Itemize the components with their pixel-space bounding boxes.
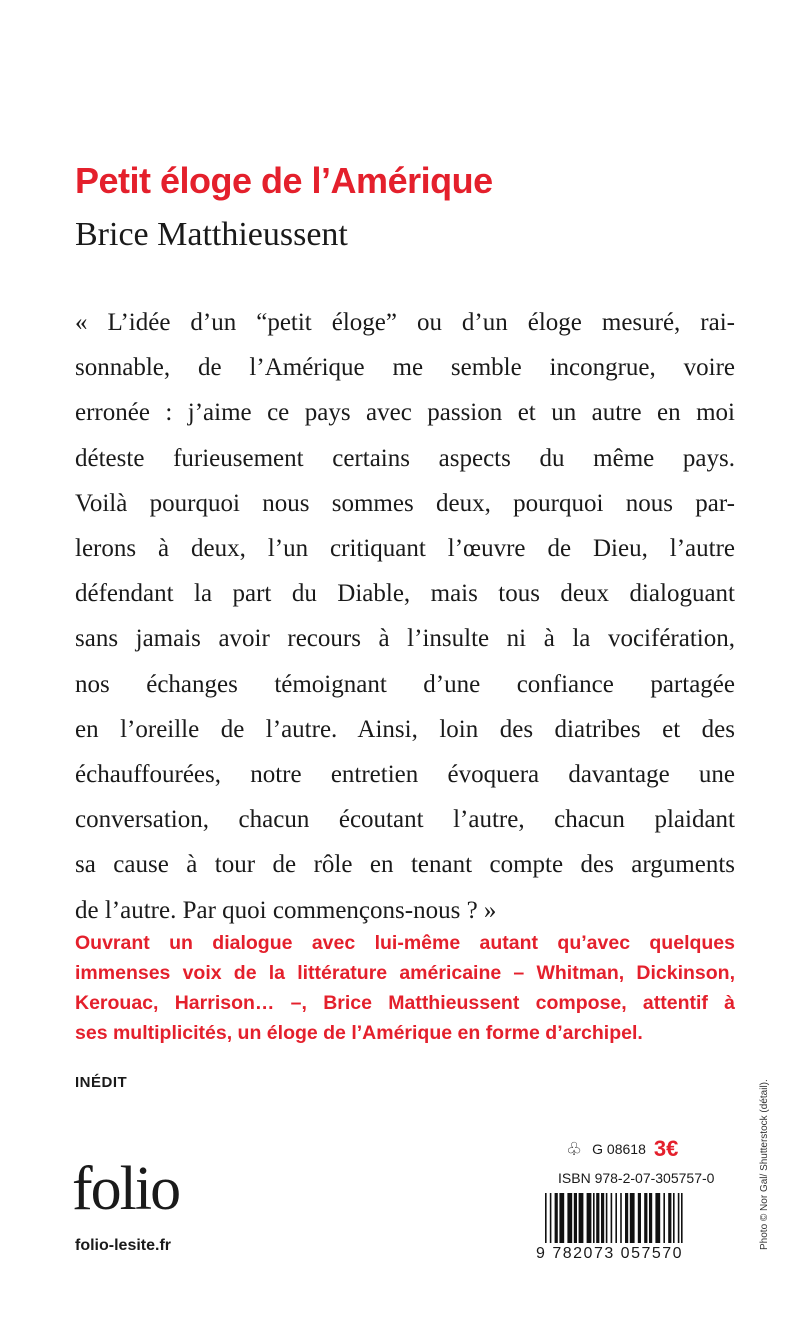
barcode-bar xyxy=(601,1193,604,1243)
quote-line: conversation, chacun écoutant l’autre, chacun plaidant xyxy=(75,806,735,834)
publisher-website: folio-lesite.fr xyxy=(75,1237,172,1254)
barcode-bar xyxy=(655,1193,660,1243)
barcode-bar xyxy=(663,1193,665,1243)
back-cover-quote xyxy=(75,300,735,933)
quote-line: en l’oreille de l’autre. Ainsi, loin des diatribes et des xyxy=(75,715,735,743)
isbn: ISBN 978-2-07-305757-0 xyxy=(558,1170,715,1186)
quote-line: de l’autre. Par quoi commençons-nous ? » xyxy=(75,896,497,924)
quote-line: « L’idée d’un “petit éloge” ou d’un éloge mesuré, rai- xyxy=(75,309,735,336)
barcode-bar xyxy=(668,1193,671,1243)
quote-line: sa cause à tour de rôle en tenant compte des arguments xyxy=(75,851,735,879)
barcode-bar xyxy=(567,1193,572,1243)
barcode-bar xyxy=(596,1193,599,1243)
barcode-bar xyxy=(545,1193,547,1243)
barcode-bar xyxy=(620,1193,622,1243)
barcode-bar xyxy=(611,1193,613,1243)
quote-line: erronée : j’aime ce pays avec passion et un autre en moi xyxy=(75,399,735,427)
blurb-line: Kerouac, Harrison… –, Brice Matthieussent compose, attentif à xyxy=(75,992,735,1014)
barcode xyxy=(543,1193,739,1243)
book-author: Brice Matthieussent xyxy=(75,216,348,253)
barcode-bar xyxy=(673,1193,675,1243)
blurb-paragraph xyxy=(75,928,735,1048)
barcode-bar xyxy=(638,1193,641,1243)
barcode-bar xyxy=(579,1193,584,1243)
barcode-bar xyxy=(625,1193,628,1243)
barcode-digits: 9 782073 057570 xyxy=(536,1245,684,1262)
barcode-bar xyxy=(606,1193,608,1243)
price: 3€ xyxy=(653,1136,679,1161)
barcode-bar xyxy=(630,1193,635,1243)
barcode-bar xyxy=(574,1193,577,1243)
quote-line: échauffourées, notre entretien évoquera davantage une xyxy=(75,761,735,789)
barcode-bar xyxy=(615,1193,617,1243)
barcode-bar xyxy=(587,1193,592,1243)
quote-line: défendant la part du Diable, mais tous deux dialoguant xyxy=(75,580,735,608)
barcode-bar xyxy=(593,1193,595,1243)
photo-credit: Photo © Nor Gal/ Shutterstock (détail). xyxy=(759,1079,770,1250)
quote-line: lerons à deux, l’un critiquant l’œuvre de Dieu, l’autre xyxy=(75,535,735,563)
barcode-bar xyxy=(649,1193,652,1243)
quote-line: Voilà pourquoi nous sommes deux, pourquoi nous par- xyxy=(75,489,735,517)
category-icon: ♧ xyxy=(566,1138,583,1159)
barcode-bar xyxy=(644,1193,647,1243)
quote-line: déteste furieusement certains aspects du même pays. xyxy=(75,444,735,472)
barcode-bar xyxy=(681,1193,683,1243)
barcode-bar xyxy=(550,1193,552,1243)
price-row xyxy=(566,1136,678,1162)
blurb-line: immenses voix de la littérature américaine – Whitman, Dickinson, xyxy=(75,962,735,984)
quote-line: sonnable, de l’Amérique me semble incongrue, voire xyxy=(75,354,735,382)
barcode-bar xyxy=(559,1193,564,1243)
blurb-line: Ouvrant un dialogue avec lui-même autant qu’avec quelques xyxy=(75,932,735,954)
publisher-logo: folio xyxy=(72,1155,180,1223)
quote-line: sans jamais avoir recours à l’insulte ni à la vocifération, xyxy=(75,625,735,653)
barcode-bar xyxy=(555,1193,558,1243)
book-title: Petit éloge de l’Amérique xyxy=(75,160,493,201)
quote-line: nos échanges témoignant d’une confiance partagée xyxy=(75,670,735,698)
catalog-code: G 08618 xyxy=(592,1141,646,1157)
edition-note: INÉDIT xyxy=(75,1074,128,1091)
blurb-line: ses multiplicités, un éloge de l’Amérique en forme d’archipel. xyxy=(75,1022,643,1044)
barcode-bar xyxy=(678,1193,680,1243)
